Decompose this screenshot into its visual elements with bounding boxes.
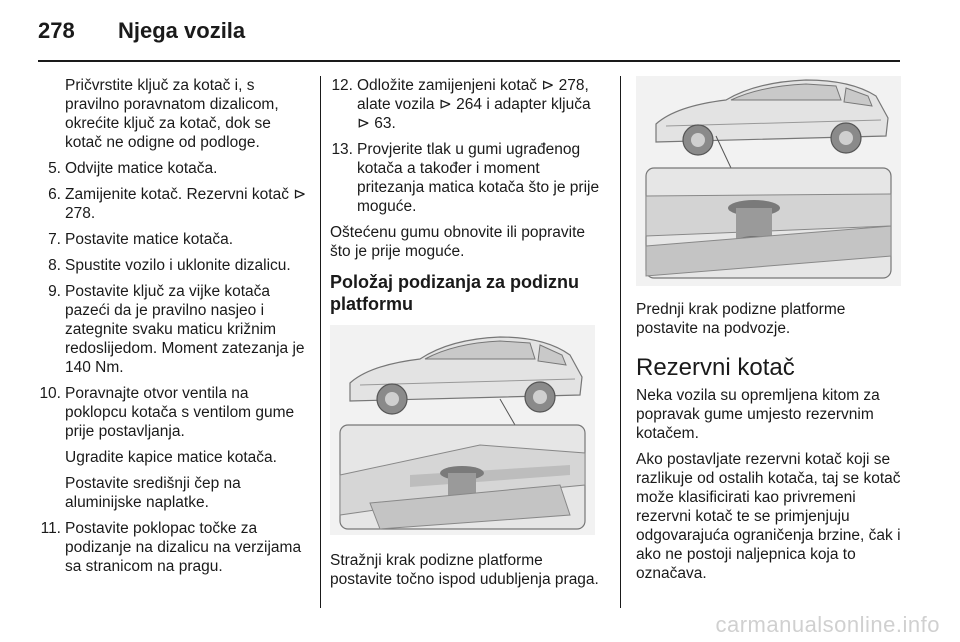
list-item: 8. Spustite vozilo i uklonite dizalicu. bbox=[48, 257, 291, 274]
list-item: 12. Odložite zamijenjeni kotač ⊳ 278, alate vozila ⊳ 264 i adapter ključa ⊳ 63. bbox=[331, 77, 591, 132]
spare-wheel-paragraph: Neka vozila su opremljena kitom za popravak gume umjesto rezervnim kotačem. bbox=[636, 387, 880, 442]
middle-column bbox=[330, 76, 605, 596]
list-item: 13. Provjerite tlak u gumi ugrađenog kotača a također i moment pritezanja matica kotača što je prije moguće. bbox=[331, 141, 600, 215]
sub-paragraph: Ugradite kapice matice kotača. bbox=[65, 449, 277, 466]
list-item: 9. Postavite ključ za vijke kotača pazeći da je pravilno nasjeo i zategnite svaku maticu križnim redoslijedom. Moment zatezanja je 140 Nm. bbox=[48, 283, 305, 376]
sub-paragraph: Postavite središnji čep na aluminijske naplatke. bbox=[65, 475, 241, 511]
list-item: 5. Odvijte matice kotača. bbox=[48, 160, 218, 177]
page-header bbox=[0, 0, 960, 62]
repair-paragraph: Oštećenu gumu obnovite ili popravite što je prije moguće. bbox=[330, 224, 586, 260]
watermark: carmanualsonline.info bbox=[715, 612, 940, 637]
column-divider-right bbox=[620, 76, 621, 608]
page-title: Njega vozila bbox=[118, 18, 246, 43]
figure-caption: Stražnji krak podizne platforme postavite točno ispod udubljenja praga. bbox=[330, 552, 599, 588]
left-column bbox=[38, 76, 308, 583]
section-heading-spare-wheel: Rezervni kotač bbox=[636, 354, 795, 381]
section-heading: Položaj podizanja za podiznu platformu bbox=[330, 272, 580, 314]
spare-wheel-paragraph: Ako postavljate rezervni kotač koji se razlikuje od ostalih kotača, taj se kotač može klasificirati kao privremeni rezervni kotač te se primjenjuju odgovarajuća ograničenja brzine, čak i ako ne postoji naljepnica koja to označava. bbox=[636, 451, 901, 582]
header-rule bbox=[38, 60, 900, 62]
intro-paragraph: Pričvrstite ključ za kotač i, s pravilno poravnatom dizalicom, okrećite ključ za kotač, dok se kotač ne odigne od podloge. bbox=[65, 77, 279, 151]
column-divider-left bbox=[320, 76, 321, 608]
list-item: 6. Zamijenite kotač. Rezervni kotač ⊳ 278. bbox=[48, 186, 307, 222]
right-column bbox=[636, 76, 904, 590]
list-item: 10. Poravnajte otvor ventila na poklopcu kotača s ventilom gume prije postavljanja. bbox=[39, 385, 295, 440]
rear-lift-point-illustration bbox=[330, 325, 595, 535]
front-lift-point-illustration bbox=[636, 76, 901, 286]
page-number: 278 bbox=[38, 18, 75, 43]
list-item: 11. Postavite poklopac točke za podizanje na dizalicu na verzijama sa stranicom na pragu. bbox=[40, 520, 302, 575]
list-item: 7. Postavite matice kotača. bbox=[48, 231, 233, 248]
figure-caption: Prednji krak podizne platforme postavite na podvozje. bbox=[636, 301, 846, 337]
